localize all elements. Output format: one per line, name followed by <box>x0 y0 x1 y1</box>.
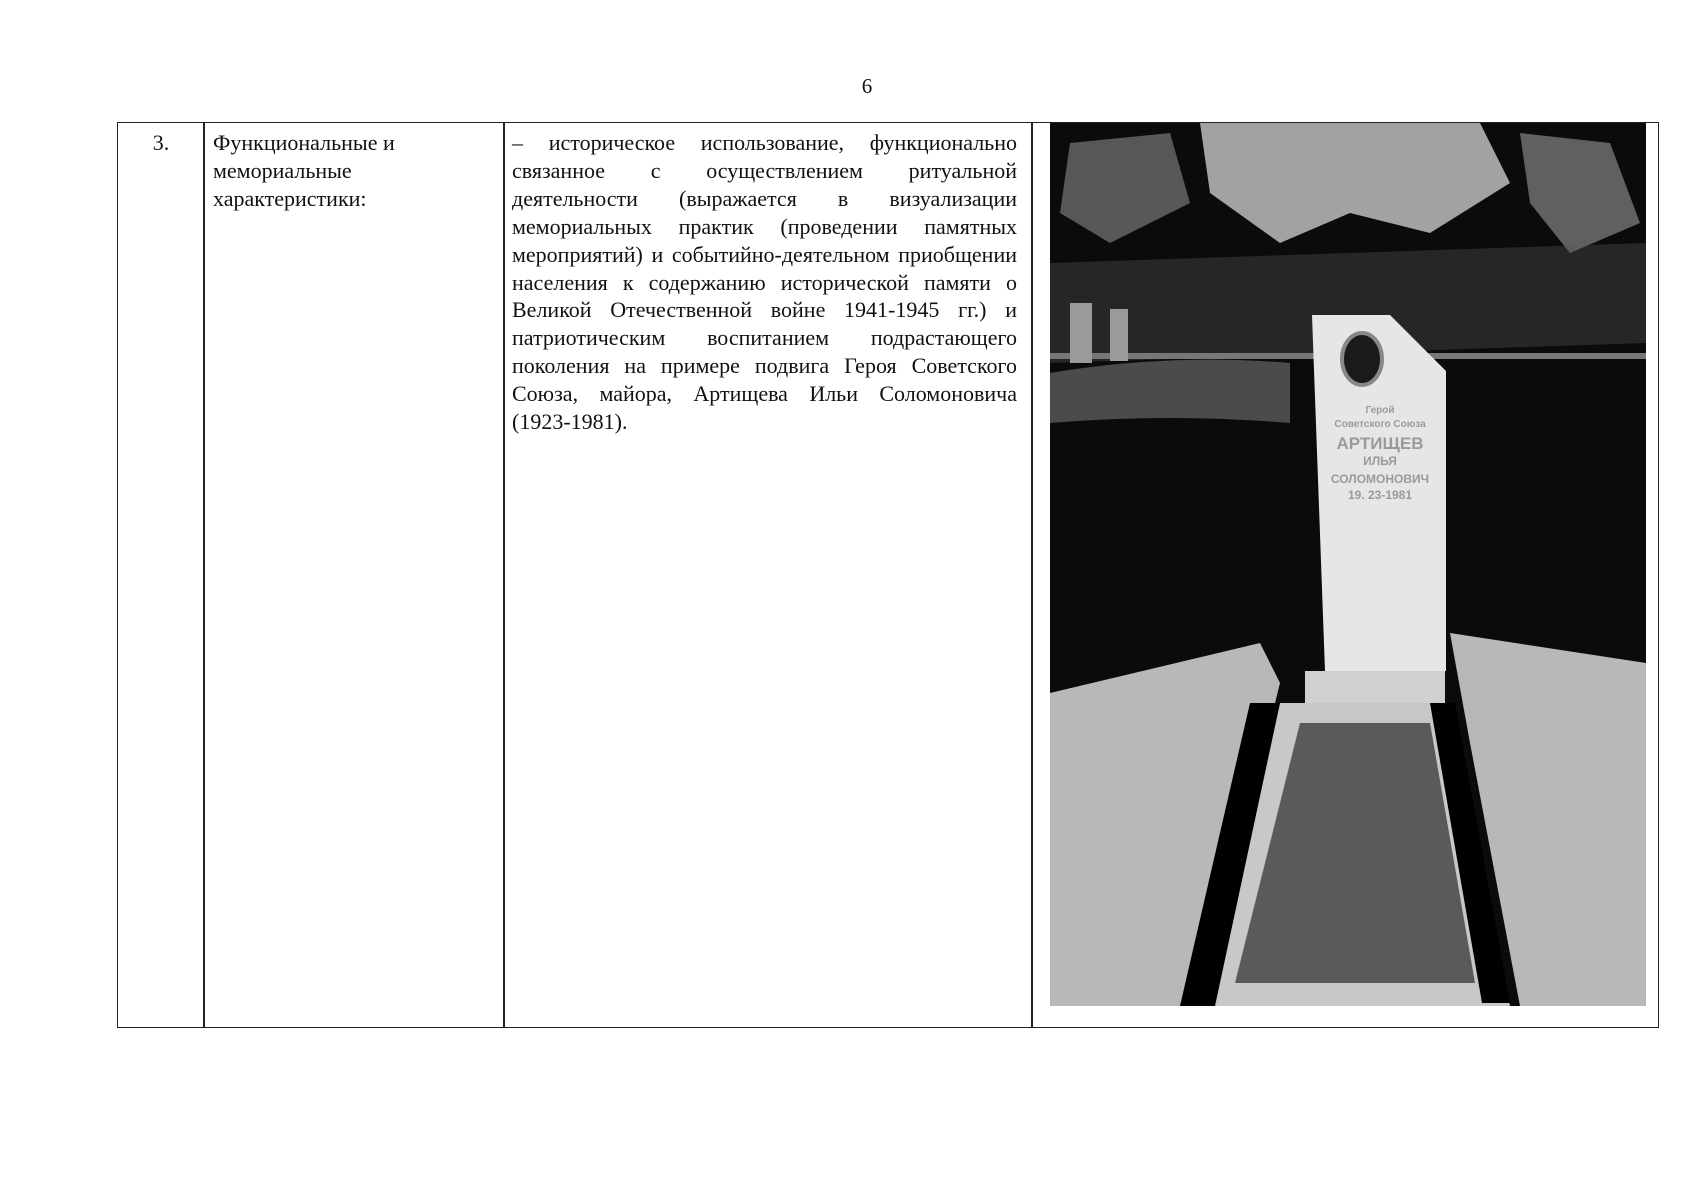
svg-text:АРТИЩЕВ: АРТИЩЕВ <box>1336 434 1424 453</box>
gravestone-image <box>1050 123 1646 1006</box>
row-number: 3. <box>152 130 170 155</box>
memorial-photo <box>1050 123 1646 1006</box>
svg-text:СОЛОМОНОВИЧ: СОЛОМОНОВИЧ <box>1330 472 1430 486</box>
column-divider <box>503 123 505 1027</box>
column-divider <box>203 123 205 1027</box>
svg-text:ИЛЬЯ: ИЛЬЯ <box>1363 454 1397 468</box>
document-table <box>117 122 1659 1028</box>
svg-text:19. 23-1981: 19. 23-1981 <box>1347 488 1413 502</box>
svg-text:Герой: Герой <box>1365 405 1395 416</box>
page-number: 6 <box>861 74 873 98</box>
row-description: – историческое использование, функционально связанное с осуществлением ритуальной деятельности (выражается в визуализации мемориальных практик (проведении памятных мероприятий) и событийно-деятельном приобщении населения к содержанию исторической памяти о Великой Отечественной войне 1941-1945 гг.) и патриотическим воспитанием подрастающего поколения на примере подвига Героя Советского Союза, майора, Артищева Ильи Соломоновича (1923-1981). <box>512 130 1017 435</box>
row-title: Функциональные и мемориальные характеристики: <box>213 130 395 211</box>
column-divider <box>1031 123 1033 1027</box>
svg-text:Советского Союза: Советского Союза <box>1334 419 1426 430</box>
